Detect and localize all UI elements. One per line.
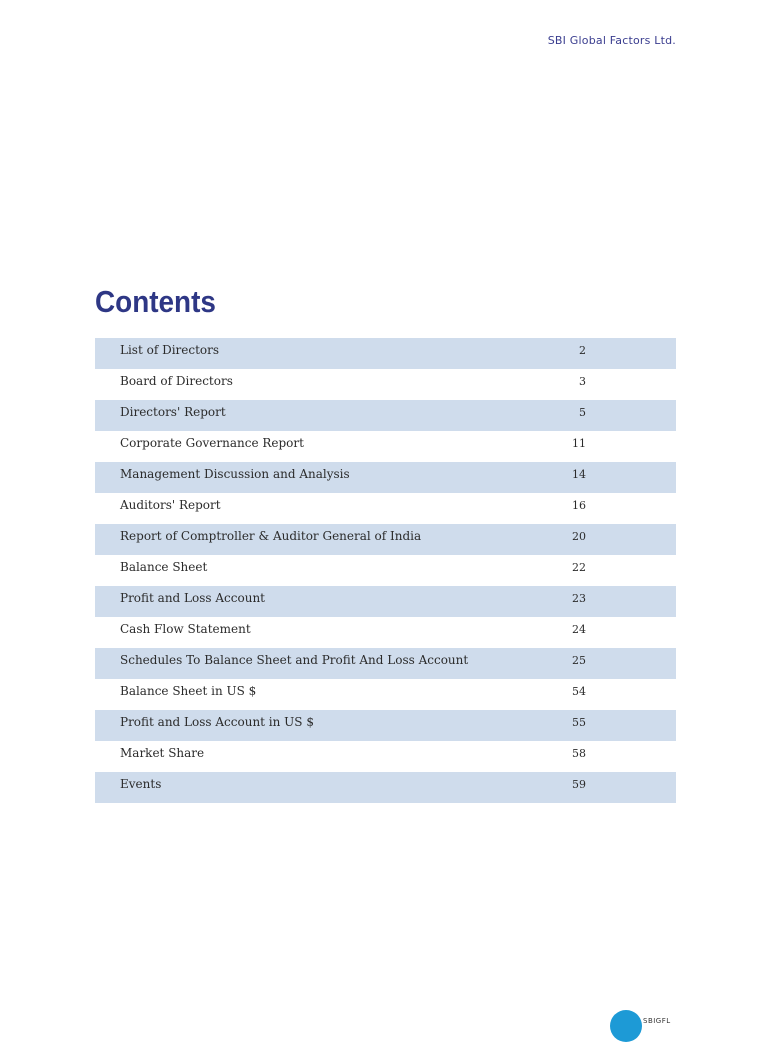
toc-entry-title: Corporate Governance Report bbox=[120, 436, 304, 450]
toc-row[interactable] bbox=[95, 741, 676, 772]
toc-entry-page: 58 bbox=[572, 747, 586, 760]
toc-entry-title: Management Discussion and Analysis bbox=[120, 467, 350, 481]
toc-row[interactable] bbox=[95, 555, 676, 586]
toc-entry-page: 20 bbox=[572, 530, 586, 543]
toc-entry-page: 55 bbox=[572, 716, 586, 729]
toc-entry-page: 59 bbox=[572, 778, 586, 791]
toc-row[interactable] bbox=[95, 679, 676, 710]
toc-entry-title: Schedules To Balance Sheet and Profit And Loss Account bbox=[120, 653, 469, 667]
toc-entry-title: Directors' Report bbox=[120, 405, 226, 419]
toc-entry-title: Board of Directors bbox=[120, 374, 233, 388]
toc-entry-page: 16 bbox=[572, 499, 586, 512]
toc-entry-page: 11 bbox=[572, 437, 586, 450]
toc-entry-page: 5 bbox=[579, 406, 586, 419]
toc-body bbox=[95, 338, 676, 803]
table-of-contents bbox=[95, 338, 676, 803]
toc-entry-title: List of Directors bbox=[120, 343, 220, 357]
toc-row[interactable] bbox=[95, 462, 676, 493]
toc-row[interactable] bbox=[95, 400, 676, 431]
sbigfl-logo-icon bbox=[610, 1010, 642, 1042]
toc-row[interactable] bbox=[95, 617, 676, 648]
footer-logo-text: SBIGFL bbox=[643, 1017, 671, 1025]
toc-entry-title: Report of Comptroller & Auditor General of India bbox=[120, 529, 422, 543]
toc-entry-page: 23 bbox=[572, 592, 586, 605]
toc-entry-title: Cash Flow Statement bbox=[120, 622, 251, 636]
toc-row[interactable] bbox=[95, 648, 676, 679]
toc-row[interactable] bbox=[95, 338, 676, 369]
toc-row[interactable] bbox=[95, 710, 676, 741]
toc-row[interactable] bbox=[95, 493, 676, 524]
contents-title: Contents bbox=[95, 284, 216, 319]
toc-entry-title: Profit and Loss Account in US $ bbox=[120, 715, 314, 729]
toc-entry-page: 3 bbox=[579, 375, 586, 388]
toc-entry-page: 24 bbox=[572, 623, 586, 636]
toc-row[interactable] bbox=[95, 524, 676, 555]
toc-entry-page: 54 bbox=[572, 685, 586, 698]
toc-row[interactable] bbox=[95, 586, 676, 617]
toc-row[interactable] bbox=[95, 369, 676, 400]
company-header: SBI Global Factors Ltd. bbox=[547, 34, 676, 47]
toc-entry-title: Profit and Loss Account bbox=[120, 591, 265, 605]
toc-entry-title: Events bbox=[120, 777, 162, 791]
toc-entry-title: Auditors' Report bbox=[120, 498, 221, 512]
toc-entry-title: Balance Sheet in US $ bbox=[120, 684, 257, 698]
toc-row[interactable] bbox=[95, 772, 676, 803]
toc-entry-page: 22 bbox=[572, 561, 586, 574]
toc-entry-title: Balance Sheet bbox=[120, 560, 208, 574]
toc-row[interactable] bbox=[95, 431, 676, 462]
toc-entry-page: 25 bbox=[572, 654, 586, 667]
toc-entry-title: Market Share bbox=[120, 746, 205, 760]
toc-entry-page: 14 bbox=[572, 468, 586, 481]
toc-entry-page: 2 bbox=[579, 344, 586, 357]
